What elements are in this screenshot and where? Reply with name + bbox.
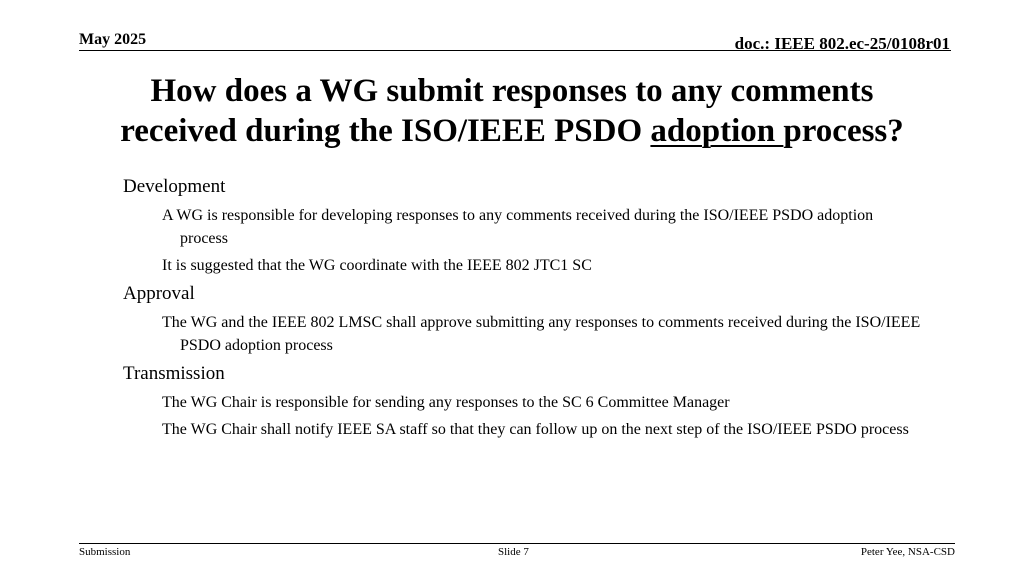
- header-divider: [79, 50, 951, 51]
- section-heading-transmission: Transmission: [123, 363, 225, 384]
- footer-slide-number: Slide 7: [498, 546, 529, 558]
- title-line-2: [60, 111, 964, 151]
- bullet-approval-1: The WG and the IEEE 802 LMSC shall approve submitting any responses to comments received during the ISO/IEEE PSDO adoption process: [162, 314, 921, 354]
- title-line-2-end: process?: [783, 113, 904, 149]
- section-heading-approval: Approval: [123, 283, 195, 304]
- section-heading-development: Development: [123, 176, 226, 197]
- header-date: May 2025: [79, 31, 147, 48]
- slide-body: [123, 171, 923, 445]
- footer-divider: [79, 543, 955, 544]
- title-line-1: How does a WG submit responses to any comments: [150, 73, 874, 109]
- bullet-development-2: It is suggested that the WG coordinate with the IEEE 802 JTC1 SC: [162, 257, 592, 274]
- slide-title: [60, 71, 964, 151]
- footer-submission: Submission: [79, 546, 131, 558]
- header-doc-id: doc.: IEEE 802.ec-25/0108r01: [734, 34, 950, 53]
- title-line-2-start: received during the ISO/IEEE PSDO: [120, 113, 651, 149]
- title-underlined-word: adoption: [650, 113, 784, 149]
- footer-author: Peter Yee, NSA-CSD: [860, 546, 955, 558]
- bullet-development-1: A WG is responsible for developing responses to any comments received during the ISO/IEEE PSDO adoption process: [162, 207, 874, 247]
- bullet-transmission-1: The WG Chair is responsible for sending any responses to the SC 6 Committee Manager: [162, 394, 730, 411]
- bullet-transmission-2: The WG Chair shall notify IEEE SA staff so that they can follow up on the next step of the ISO/IEEE PSDO process: [162, 421, 909, 438]
